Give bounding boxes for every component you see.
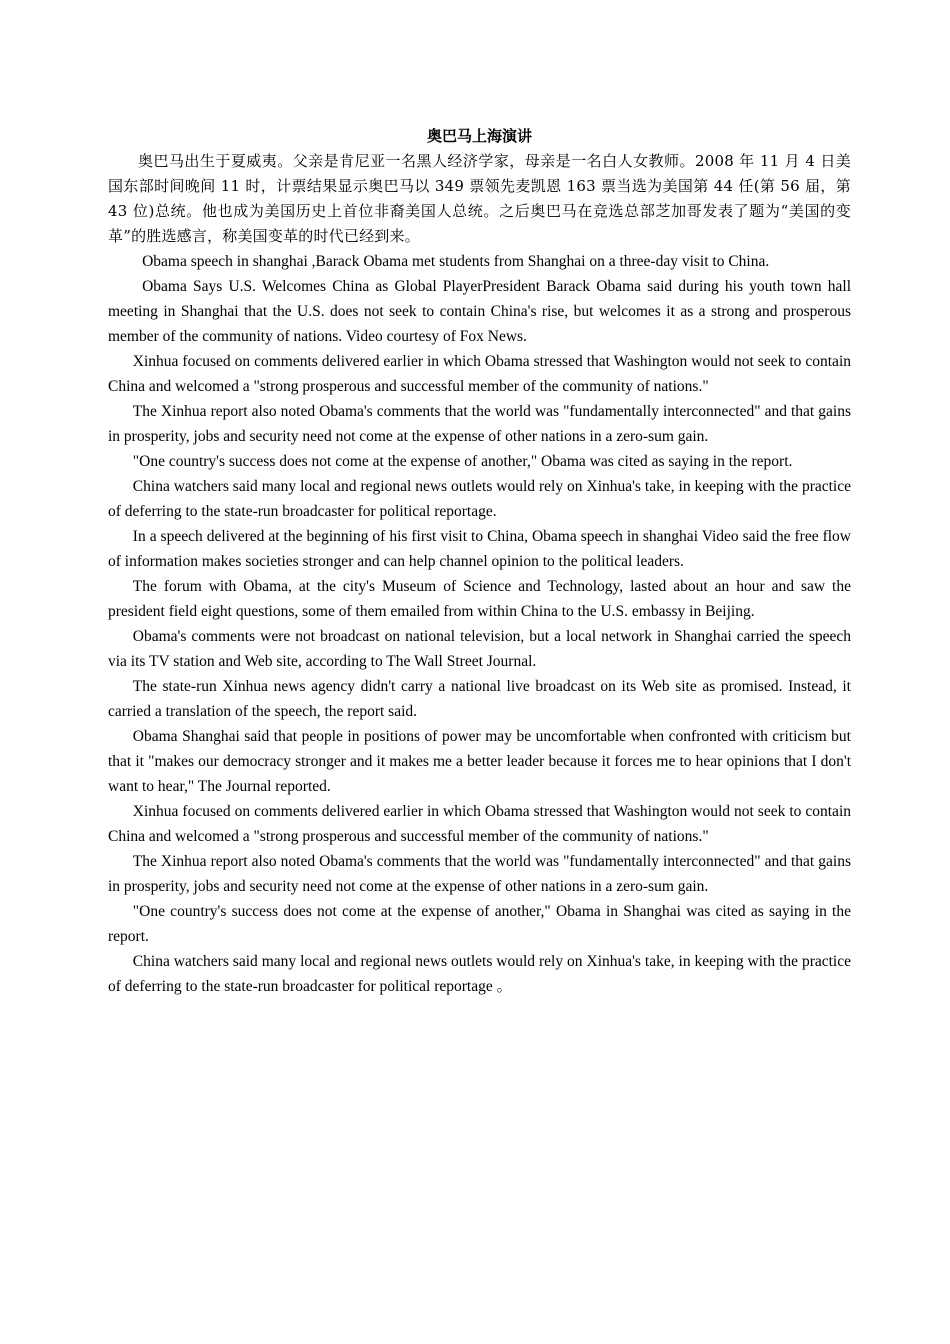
paragraph: The state-run Xinhua news agency didn't carry a national live broadcast on its Web site as promised. Instead, it carried a translation of the speech, the report said.	[108, 678, 851, 720]
paragraph: The Xinhua report also noted Obama's comments that the world was "fundamentally interconnected" and that gains in prosperity, jobs and security need not come at the expense of other nations in a zero-sum gain.	[108, 403, 851, 445]
paragraph: Obama speech in shanghai ,Barack Obama met students from Shanghai on a three-day visit to China.	[142, 253, 770, 270]
document-title: 奥巴马上海演讲	[426, 127, 532, 145]
paragraph: Obama's comments were not broadcast on national television, but a local network in Shanghai carried the speech via its TV station and Web site, according to The Wall Street Journal.	[108, 628, 851, 670]
paragraph: Obama Shanghai said that people in positions of power may be uncomfortable when confronted with criticism but that it "makes our democracy stronger and it makes me a better leader because it forces me to hear opinions that I don't want to hear," The Journal reported.	[108, 728, 851, 795]
paragraph: In a speech delivered at the beginning of his first visit to China, Obama speech in shanghai Video said the free flow of information makes societies stronger and can help channel opinion to the political leaders.	[108, 528, 851, 570]
paragraph: "One country's success does not come at the expense of another," Obama in Shanghai was cited as saying in the report.	[108, 903, 851, 945]
paragraph: Xinhua focused on comments delivered earlier in which Obama stressed that Washington would not seek to contain China and welcomed a "strong prosperous and successful member of the community of nations."	[108, 803, 851, 845]
paragraph: Xinhua focused on comments delivered earlier in which Obama stressed that Washington would not seek to contain China and welcomed a "strong prosperous and successful member of the community of nations."	[108, 353, 851, 395]
paragraph: The forum with Obama, at the city's Museum of Science and Technology, lasted about an hour and saw the president field eight questions, some of them emailed from within China to the U.S. embassy in Beijing.	[108, 578, 851, 620]
paragraph: "One country's success does not come at the expense of another," Obama was cited as saying in the report.	[132, 453, 793, 470]
paragraph: Obama Says U.S. Welcomes China as Global PlayerPresident Barack Obama said during his youth town hall meeting in Shanghai that the U.S. does not seek to contain China's rise, but welcomes it as a strong and prosperous member of the community of nations. Video courtesy of Fox News.	[108, 278, 851, 345]
paragraph: China watchers said many local and regional news outlets would rely on Xinhua's take, in keeping with the practice of deferring to the state-run broadcaster for political reportage 。	[108, 953, 851, 995]
paragraph: China watchers said many local and regional news outlets would rely on Xinhua's take, in keeping with the practice of deferring to the state-run broadcaster for political reportage.	[108, 478, 851, 520]
document-body	[108, 124, 851, 999]
paragraph-intro-chinese: 奥巴马出生于夏威夷。父亲是肯尼亚一名黑人经济学家，母亲是一名白人女教师。2008 年 11 月 4 日美国东部时间晚间 11 时，计票结果显示奥巴马以 349 票领先麦凯恩 163 票当选为美国第 44 任(第 56 届，第 43 位)总统。他也成为美国历史上首位非裔美国人总统。之后奥巴马在竞选总部芝加哥发表了题为“美国的变革”的胜选感言，称美国变革的时代已经到来。	[108, 152, 851, 245]
paragraph: The Xinhua report also noted Obama's comments that the world was "fundamentally interconnected" and that gains in prosperity, jobs and security need not come at the expense of other nations in a zero-sum gain.	[108, 853, 851, 895]
